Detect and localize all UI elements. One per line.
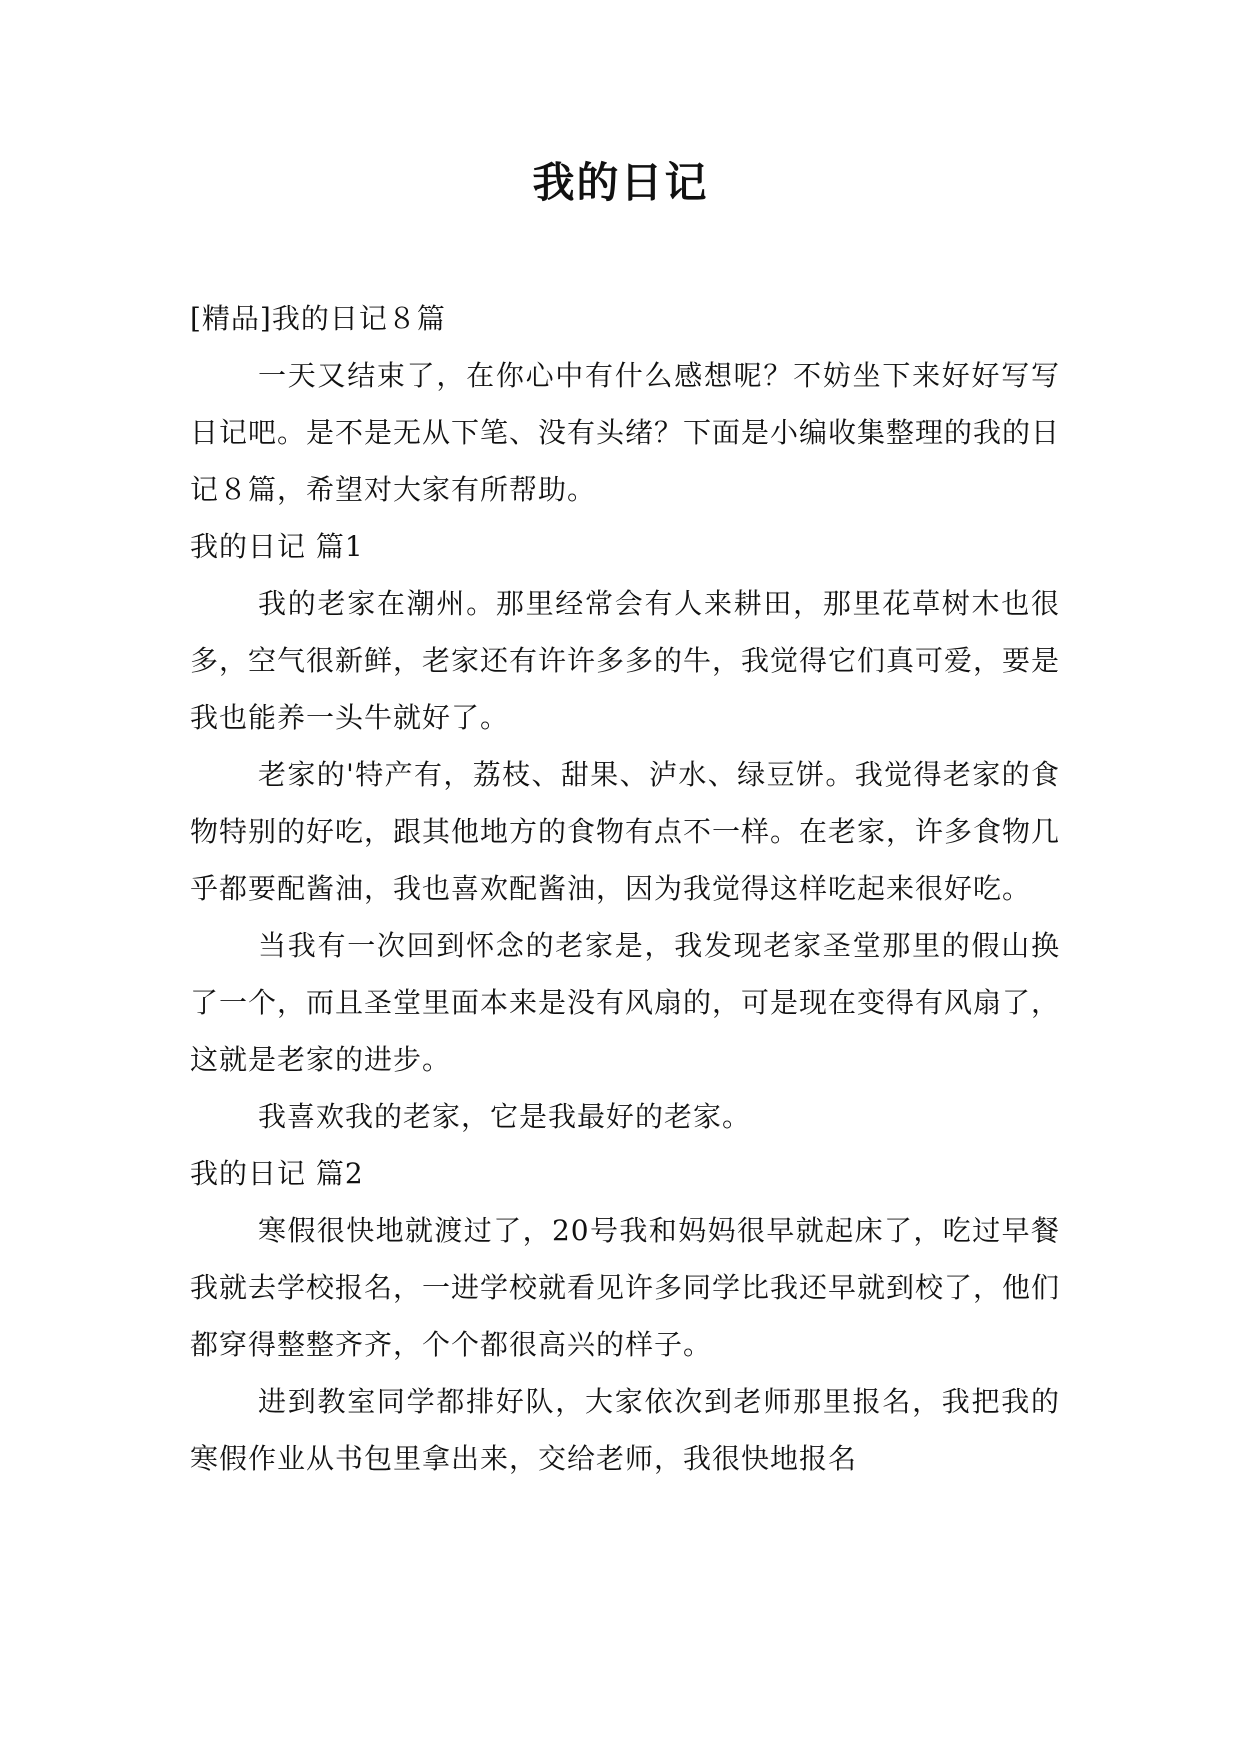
section-paragraph: 寒假很快地就渡过了，20号我和妈妈很早就起床了，吃过早餐我就去学校报名，一进学校就看见许多同学比我还早就到校了，他们都穿得整整齐齐，个个都很高兴的样子。 — [190, 1214, 1061, 1361]
intro-paragraph: 一天又结束了，在你心中有什么感想呢？不妨坐下来好好写写日记吧。是不是无从下笔、没有头绪？下面是小编收集整理的我的日记８篇，希望对大家有所帮助。 — [190, 359, 1061, 506]
document-body — [190, 290, 1060, 1487]
section-paragraph: 老家的'特产有，荔枝、甜果、泸水、绿豆饼。我觉得老家的食物特别的好吃，跟其他地方的食物有点不一样。在老家，许多食物几乎都要配酱油，我也喜欢配酱油，因为我觉得这样吃起来很好吃。 — [190, 758, 1061, 905]
section-paragraph: 当我有一次回到怀念的老家是，我发现老家圣堂那里的假山换了一个，而且圣堂里面本来是没有风扇的，可是现在变得有风扇了，这就是老家的进步。 — [190, 929, 1061, 1076]
section-heading: 我的日记 篇2 — [190, 1157, 364, 1190]
section-paragraph: 我的老家在潮州。那里经常会有人来耕田，那里花草树木也很多，空气很新鲜，老家还有许许多多的牛，我觉得它们真可爱，要是我也能养一头牛就好了。 — [190, 587, 1061, 734]
section-heading: 我的日记 篇1 — [190, 530, 364, 563]
section-paragraph: 进到教室同学都排好队，大家依次到老师那里报名，我把我的寒假作业从书包里拿出来，交给老师，我很快地报名 — [190, 1385, 1060, 1475]
section-paragraph: 我喜欢我的老家，它是我最好的老家。 — [258, 1100, 752, 1133]
document-subtitle: [精品]我的日记８篇 — [190, 302, 446, 335]
document-title: 我的日记 — [532, 158, 709, 207]
